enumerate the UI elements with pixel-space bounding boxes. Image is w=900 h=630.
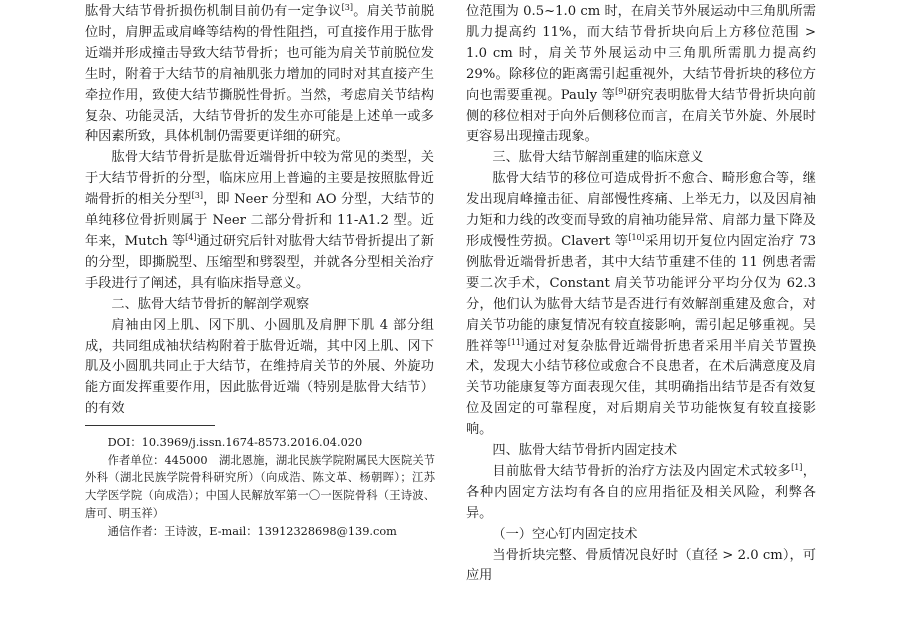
footnotes — [85, 434, 435, 540]
citation: [3] — [191, 191, 203, 201]
paragraph: 位范围为 0.5~1.0 cm 时，在肩关节外展运动中三角肌所需肌力提高约 11%，而大结节骨折块向后上方移位范围 > 1.0 cm 时，肩关节外展运动中三角肌所需肌力提高约 29%。除移位的距离需引起重视外，大结节骨折块的移位方向也需要重视。Pauly 等[9]研究表明肱骨大结节骨折块向前侧的移位相对于向外后侧移位而言，在肩关节外旋、外展时更容易出现撞击现象。 — [466, 4, 816, 145]
right-column — [466, 2, 816, 587]
paragraph: 肱骨大结节骨折是肱骨近端骨折中较为常见的类型，关于大结节骨折的分型，临床应用上普遍的主要是按照肱骨近端骨折的相关分型[3]，即 Neer 分型和 AO 分型，大结节的单纯移位骨折则属于 Neer 二部分骨折和 11-A1.2 型。近年来，Mutch 等[4]通过研究后针对肱骨大结节骨折提出了新的分型，即撕脱型、压缩型和劈裂型，并就各分型相关治疗手段进行了阐述，具有临床指导意义。 — [85, 150, 435, 291]
citation: [1] — [791, 462, 803, 472]
section-heading: 四、肱骨大结节骨折内固定技术 — [492, 443, 678, 459]
paragraph: 当骨折块完整、骨质情况良好时（直径 > 2.0 cm），可应用 — [466, 547, 816, 584]
citation: [10] — [628, 232, 645, 242]
paragraph: 肱骨大结节骨折损伤机制目前仍有一定争议[3]。肩关节前脱位时，肩胛盂或肩峰等结构的骨性阻挡，可直接作用于肱骨近端并形成撞击导致大结节骨折；也可能为肩关节前脱位发生时，附着于大结节的肩袖肌张力增加的同时对其直接产生牵拉作用，致使大结节撕脱性骨折。当然，考虑肩关节结构复杂、功能灵活，大结节骨折的发生亦可能是上述单一或多种因素所致，具体机制仍需要更详细的研究。 — [85, 3, 435, 145]
section-heading: 二、肱骨大结节骨折的解剖学观察 — [111, 296, 310, 312]
paragraph: 肩袖由冈上肌、冈下肌、小圆肌及肩胛下肌 4 部分组成，共同组成袖状结构附着于肱骨近端，其中冈上肌、冈下肌及小圆肌共同止于大结节，在维持肩关节的外展、外旋功能方面发挥重要作用，因此肱骨近端（特别是肱骨大结节）的有效 — [85, 317, 434, 417]
corresponding-author-note: 通信作者：王诗波，E-mail：13912328698@139.com — [107, 524, 397, 538]
section-heading: 三、肱骨大结节解剖重建的临床意义 — [492, 150, 704, 166]
footnote-divider — [85, 425, 215, 426]
paragraph: 肱骨大结节的移位可造成骨折不愈合、畸形愈合等，继发出现肩峰撞击征、肩部慢性疼痛、上举无力，以及因肩袖力矩和力线的改变而导致的肩袖功能异常、肩部力量下降及形成慢性劳损。Clavert 等[10]采用切开复位内固定治疗 73 例肱骨近端骨折患者，其中大结节重建不佳的 11 例患者需要二次手术，Constant 肩关节功能评分平均分仅为 62.3 分，他们认为肱骨大结节是否进行有效解剖重建及愈合，对肩关节功能的康复情况有较直接影响，需引起足够重视。吴胜祥等[11]通过对复杂肱骨近端骨折患者采用半肩关节置换术，发现大小结节移位或愈合不良患者，在术后满意度及肩关节功能康复等方面表现欠佳，其明确指出结节是否有效复位及固定的可靠程度，对后期肩关节功能恢复有较直接影响。 — [466, 171, 817, 438]
citation: [9] — [615, 86, 627, 96]
citation: [3] — [341, 3, 353, 12]
author-affiliation-note: 作者单位：445000 湖北恩施，湖北民族学院附属民大医院关节外科（湖北民族学院骨科研究所）（向成浩、陈文革、杨朝晖）；江苏大学医学院（向成浩）；中国人民解放军第一〇一医院骨科（王诗波、唐可、明玉祥） — [85, 453, 435, 520]
citation: [4] — [185, 232, 197, 242]
paragraph: 目前肱骨大结节骨折的治疗方法及内固定术式较多[1]，各种内固定方法均有各自的应用指征及相关风险，利弊各异。 — [466, 462, 816, 521]
doi-note: DOI：10.3969/j.issn.1674-8573.2016.04.020 — [107, 436, 363, 449]
left-column — [85, 2, 434, 420]
subsection-heading: （一）空心钉内固定技术 — [492, 526, 638, 542]
citation: [11] — [507, 337, 525, 347]
